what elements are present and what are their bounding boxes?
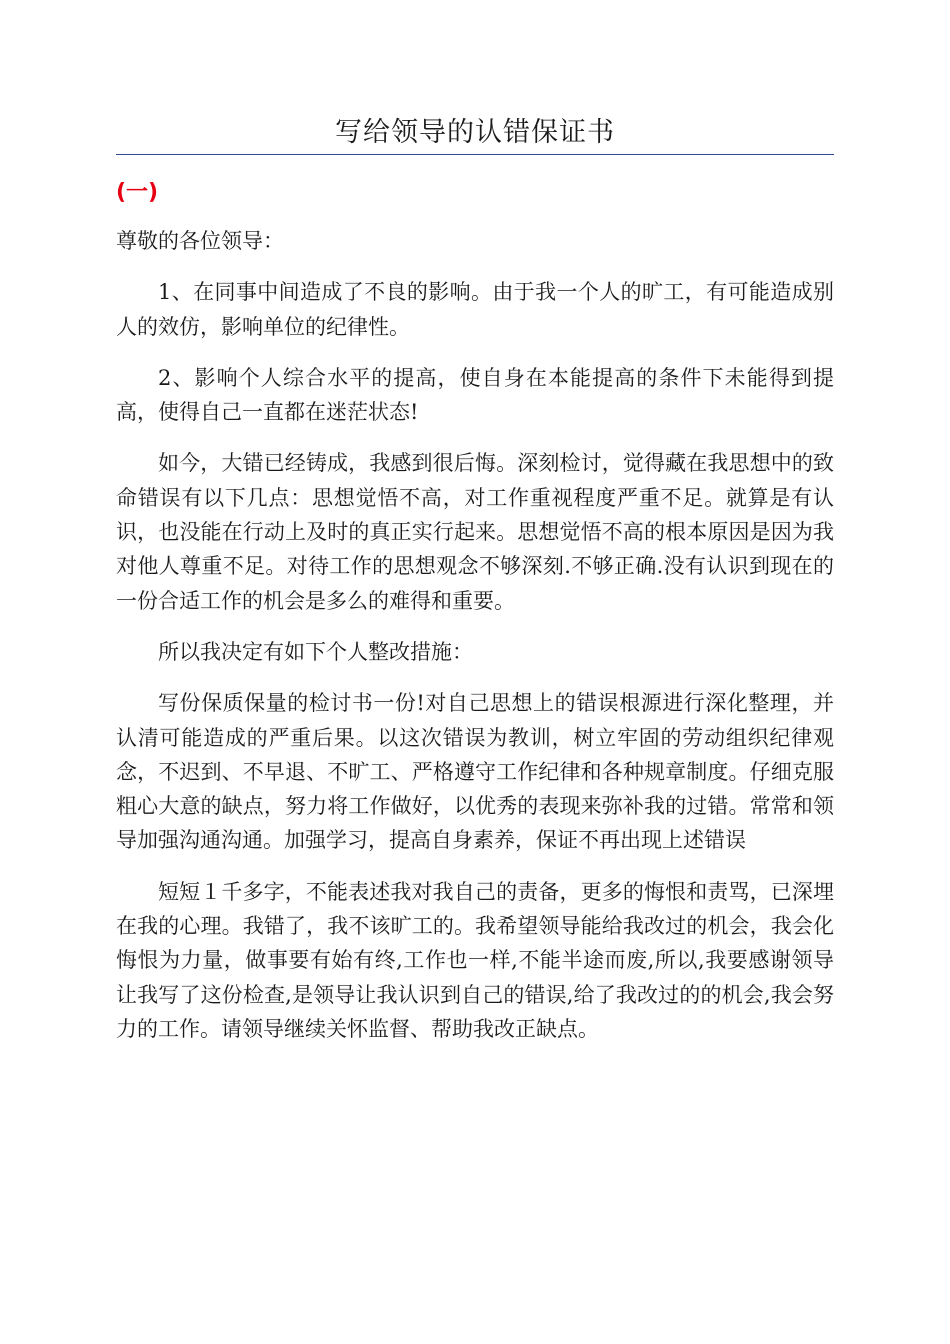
greeting: 尊敬的各位领导： xyxy=(116,229,284,253)
paragraph-3: 如今，大错已经铸成，我感到很后悔。深刻检讨，觉得藏在我思想中的致命错误有以下几点：思想觉悟不高，对工作重视程度严重不足。就算是有认识，也没能在行动上及时的真正实行起来。思想觉悟不高的根本原因是因为我对他人尊重不足。对待工作的思想观念不够深刻.不够正确.没有认识到现在的一份合适工作的机会是多么的难得和重要。 xyxy=(116,451,834,613)
paragraph-4: 所以我决定有如下个人整改措施： xyxy=(158,639,473,664)
paragraph-1: 1、在同事中间造成了不良的影响。由于我一个人的旷工，有可能造成别人的效仿，影响单位的纪律性。 xyxy=(116,280,834,339)
document-title: 写给领导的认错保证书 xyxy=(335,117,615,148)
document-body xyxy=(116,224,834,1063)
paragraph-2: 2、影响个人综合水平的提高，使自身在本能提高的条件下未能得到提高，使得自己一直都在迷茫状态! xyxy=(116,365,834,425)
title-underline xyxy=(116,154,834,155)
section-heading: (一) xyxy=(116,180,159,205)
paragraph-5: 写份保质保量的检讨书一份!对自己思想上的错误根源进行深化整理，并认清可能造成的严重后果。以这次错误为教训，树立牢固的劳动组织纪律观念，不迟到、不早退、不旷工、严格遵守工作纪律和各种规章制度。仔细克服粗心大意的缺点，努力将工作做好，以优秀的表现来弥补我的过错。常常和领导加强沟通沟通。加强学习，提高自身素养，保证不再出现上述错误 xyxy=(116,691,834,853)
paragraph-6: 短短１千多字，不能表述我对我自己的责备，更多的悔恨和责骂，已深埋在我的心理。我错了，我不该旷工的。我希望领导能给我改过的机会，我会化悔恨为力量，做事要有始有终,工作也一样,不能半途而废,所以,我要感谢领导让我写了这份检查,是领导让我认识到自己的错误,给了我改过的的机会,我会努力的工作。请领导继续关怀监督、帮助我改正缺点。 xyxy=(116,879,834,1041)
